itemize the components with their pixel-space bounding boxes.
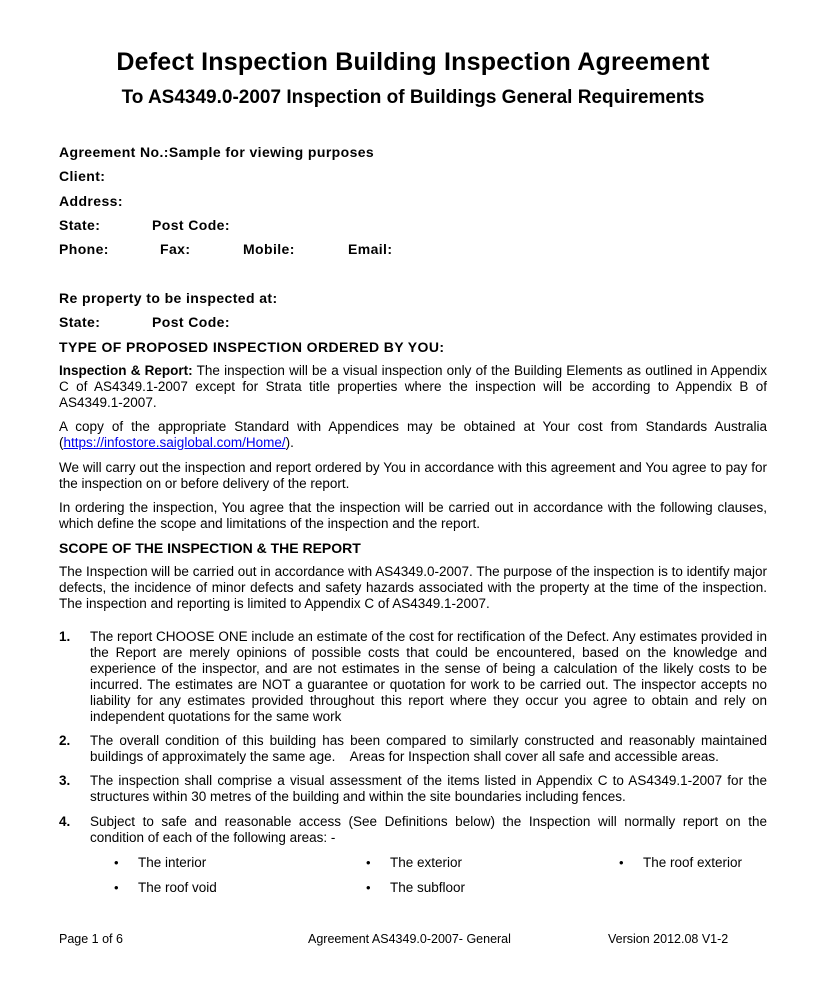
post-code-label-2: Post Code:	[152, 314, 230, 330]
bullet-item-roof-exterior	[619, 855, 743, 870]
bullet-item-interior	[114, 855, 207, 870]
document-title: Defect Inspection Building Inspection Agreement	[116, 48, 710, 76]
copy-paragraph	[59, 419, 767, 451]
scope-paragraph: The Inspection will be carried out in accordance with AS4349.0-2007. The purpose of the inspection is to identify major defects, the incidence of minor defects and safety hazards associated with the property at the time of the inspection. The inspection and reporting is limited to Appendix C of AS4349.1-2007.	[59, 564, 767, 611]
fax-label: Fax:	[160, 241, 191, 257]
item-number-3: 3.	[59, 773, 71, 788]
item-text-3: The inspection shall comprise a visual assessment of the items listed in Appendix C to AS4349.1-2007 for the structures within 30 metres of the building and within the site boundaries including fences.	[90, 773, 767, 804]
bullet-icon: •	[366, 880, 371, 895]
ordering-paragraph: In ordering the inspection, You agree that the inspection will be carried out in accordance with the following clauses, which define the scope and limitations of the inspection and the report.	[59, 500, 767, 531]
footer-version: Version 2012.08 V1-2	[608, 932, 729, 946]
item-text-4: Subject to safe and reasonable access (See Definitions below) the Inspection will normally report on the condition of each of the following areas: -	[90, 814, 767, 845]
inspection-report-label: Inspection & Report:	[59, 363, 193, 378]
inspection-report-paragraph	[59, 363, 767, 411]
state-label: State:	[59, 217, 101, 233]
bullet-icon: •	[114, 880, 119, 895]
phone-label: Phone:	[59, 241, 109, 257]
email-label: Email:	[348, 241, 393, 257]
item-text-1: The report CHOOSE ONE include an estimate of the cost for rectification of the Defect. Any estimates provided in the Report are merely opinions of possible costs that could be encountered, based on the knowledge and experience of the inspector, and are not estimates in the sense of being a calculation of the likely costs to be incurred. The estimates are NOT a guarantee or quotation for work to be carried out. The inspector accepts no liability for any estimates provided throughout this report where they occur you agree to obtain and rely on independent quotations for the same work	[90, 629, 767, 724]
bullet-icon: •	[366, 855, 371, 870]
state-label-2: State:	[59, 314, 101, 330]
footer-page-number: Page 1 of 6	[59, 932, 123, 946]
address-label: Address:	[59, 193, 123, 209]
bullet-label: The interior	[138, 855, 207, 870]
client-label: Client:	[59, 168, 106, 184]
copy-end: ).	[285, 435, 294, 450]
item-text-2: The overall condition of this building has been compared to similarly constructed and reasonably maintained buildings of approximately the same age. Areas for Inspection shall cover all safe and accessible areas.	[90, 733, 771, 764]
copy-text: A copy of the appropriate Standard with Appendices may be obtained at Your cost from Standards Australia (	[59, 419, 767, 450]
bullet-label: The roof exterior	[643, 855, 743, 870]
inspection-report-text: The inspection will be a visual inspection only of the Building Elements as outlined in Appendix C of AS4349.1-2007 except for Strata title properties where the inspection will be according to Appendix B of AS4349.1-2007.	[59, 363, 767, 410]
post-code-label: Post Code:	[152, 217, 230, 233]
item-number-4: 4.	[59, 814, 71, 829]
bullet-label: The roof void	[138, 880, 217, 895]
bullet-item-subfloor	[366, 880, 466, 895]
agreement-no-label: Agreement No.:Sample for viewing purposes	[59, 144, 375, 160]
footer-agreement: Agreement AS4349.0-2007- General	[308, 932, 511, 946]
re-property-label: Re property to be inspected at:	[59, 290, 278, 306]
bullet-label: The subfloor	[390, 880, 466, 895]
bullet-icon: •	[619, 855, 624, 870]
item-number-2: 2.	[59, 733, 71, 748]
carry-out-paragraph: We will carry out the inspection and report ordered by You in accordance with this agreement and You agree to pay for the inspection on or before delivery of the report.	[59, 460, 767, 491]
standards-link[interactable]: https://infostore.saiglobal.com/Home/	[63, 435, 286, 450]
item-number-1: 1.	[59, 629, 71, 644]
bullet-icon: •	[114, 855, 119, 870]
scope-heading: SCOPE OF THE INSPECTION & THE REPORT	[59, 540, 361, 556]
bullet-label: The exterior	[390, 855, 463, 870]
document-subtitle: To AS4349.0-2007 Inspection of Buildings General Requirements	[121, 87, 705, 108]
mobile-label: Mobile:	[243, 241, 295, 257]
bullet-item-exterior	[366, 855, 463, 870]
type-heading: TYPE OF PROPOSED INSPECTION ORDERED BY YOU:	[59, 339, 445, 355]
bullet-item-roof-void	[114, 880, 217, 895]
